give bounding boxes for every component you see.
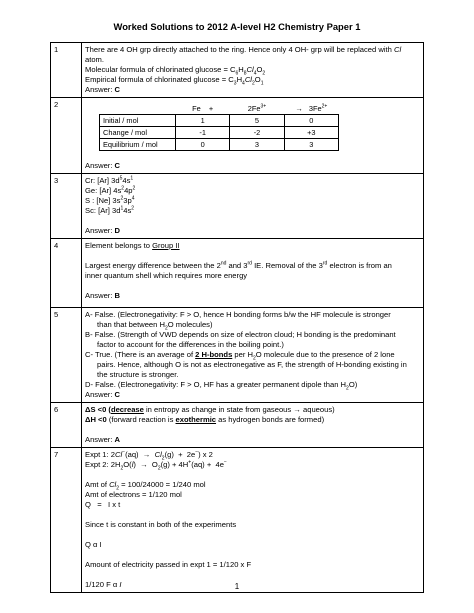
question-number: 7	[51, 448, 82, 593]
text: atom.	[85, 55, 104, 64]
answer-label: Answer:	[85, 161, 115, 170]
page-title: Worked Solutions to 2012 A-level H2 Chemistry Paper 1	[113, 21, 361, 32]
answer-value: C	[114, 390, 121, 399]
text: Q = I x t	[85, 500, 121, 509]
text: C- True. (There is an average of 2 H-bonds per $H_2O$ molecule due to the presence of 2 lone	[85, 350, 395, 362]
question-solution	[82, 98, 424, 174]
cell: 5	[230, 115, 284, 127]
text: Group II	[152, 241, 180, 250]
table-row	[51, 174, 424, 239]
answer-label: Answer:	[85, 435, 115, 444]
text: Cl	[393, 45, 402, 54]
question-number: 4	[51, 239, 82, 308]
table-row	[51, 448, 424, 593]
text: Q α I	[85, 540, 102, 549]
text: Amt of electrons = 1/120 mol	[85, 490, 182, 499]
text: Element belongs to	[85, 241, 153, 250]
cell: -1	[176, 127, 230, 139]
ice-row	[100, 139, 339, 151]
ice-header: → $3Fe^{2+}$	[295, 103, 328, 113]
table-row	[51, 43, 424, 98]
cell: 1	[176, 115, 230, 127]
cell: 0	[176, 139, 230, 151]
text: inner quantum shell which requires more energy	[85, 271, 248, 280]
text: pairs. Hence, although O is not as electronegative as F, the strength of H-bonding existing in	[97, 360, 407, 369]
empirical-formula: Empirical formula of chlorinated $glucose = C_3H_4Cl_2O_1$	[85, 75, 264, 87]
expt-2-equation: Expt 2: $2H_2O(l) \to O_2(g) + 4H^+(aq) + 4e^-$	[85, 459, 227, 472]
answer-value: C	[114, 161, 121, 170]
table-row	[51, 403, 424, 448]
row-label: Equilibrium / mol	[100, 139, 176, 151]
question-number: 1	[51, 43, 82, 98]
table-row	[51, 98, 424, 174]
cell: -2	[230, 127, 284, 139]
question-solution	[82, 43, 424, 98]
solutions-table	[50, 42, 424, 593]
table-row	[51, 239, 424, 308]
text: the structure is stronger.	[97, 370, 179, 379]
row-label: Change / mol	[100, 127, 176, 139]
text: Since t is constant in both of the experiments	[85, 520, 237, 529]
text: A- False. (Electronegativity: F > O, hence H bonding forms b/w the HF molecule is stronger	[85, 310, 391, 319]
question-solution	[82, 239, 424, 308]
answer-label: Answer:	[85, 390, 115, 399]
explanation: Largest energy difference between the 2nd and 3rd IE. Removal of the 3rd electron is from an	[85, 260, 392, 270]
row-label: Initial / mol	[100, 115, 176, 127]
answer-label: Answer:	[85, 226, 115, 235]
text: Amount of electricity passed in expt 1 = 1/120 x F	[85, 560, 252, 569]
ice-header: $2Fe^{3+}$	[247, 103, 267, 113]
answer-value: A	[114, 435, 121, 444]
question-number: 2	[51, 98, 82, 174]
ice-row	[100, 127, 339, 139]
molecular-formula: Molecular formula of chlorinated $glucose = C_6H_8Cl_4O_2$	[85, 65, 266, 77]
text: D- False. (Electronegativity: F > O, HF has a greater permanent dipole than $H_2O$)	[85, 380, 358, 392]
answer-value: C	[114, 85, 121, 94]
electron-config: S : [Ne] $3s^23p^4$	[85, 195, 135, 205]
table-row	[51, 308, 424, 403]
enthalpy-line: ΔH <0 (forward reaction is exothermic as hydrogen bonds are formed)	[85, 415, 325, 424]
cell: 3	[230, 139, 284, 151]
entropy-line: ΔS <0 (decrease in entropy as change in state from gaseous → aqueous)	[85, 405, 335, 414]
question-number: 3	[51, 174, 82, 239]
cell: 3	[284, 139, 338, 151]
question-number: 6	[51, 403, 82, 448]
page-number: 1	[234, 582, 240, 591]
cell: +3	[284, 127, 338, 139]
text: B- False. (Strength of VWD depends on size of electron cloud; H bonding is the predominant	[85, 330, 396, 339]
question-solution	[82, 174, 424, 239]
question-solution	[82, 308, 424, 403]
answer-value: B	[114, 291, 121, 300]
amount-cl2: Amt of $Cl_2 = 100/24000 = 1/240$ mol	[85, 480, 206, 492]
electron-config: Sc: [Ar] $3d^14s^2$	[85, 205, 135, 215]
electron-config: Cr: [Ar] $3d^54s^1$	[85, 175, 134, 185]
expt-1-equation: Expt 1: $2Cl^-(aq) \to Cl_2(g) + 2e^-$) x 2	[85, 449, 213, 462]
electron-config: Ge: [Ar] $4s^24p^2$	[85, 185, 136, 195]
question-solution	[82, 448, 424, 593]
ice-row	[100, 115, 339, 127]
text: There are 4 OH grp directly attached to the ring. Hence only 4 OH- grp will be replaced with	[85, 45, 394, 54]
cell: 0	[284, 115, 338, 127]
text: than that between $H_2O$ molecules)	[97, 320, 213, 332]
ice-header: Fe +	[192, 104, 214, 113]
question-number: 5	[51, 308, 82, 403]
answer-label: Answer:	[85, 291, 115, 300]
ice-table	[99, 103, 339, 151]
text: 1/120 F α I	[85, 580, 122, 589]
text: factor to account for the differences in the boiling point.)	[97, 340, 284, 349]
answer-label: Answer:	[85, 85, 115, 94]
answer-value: D	[114, 226, 121, 235]
question-solution	[82, 403, 424, 448]
